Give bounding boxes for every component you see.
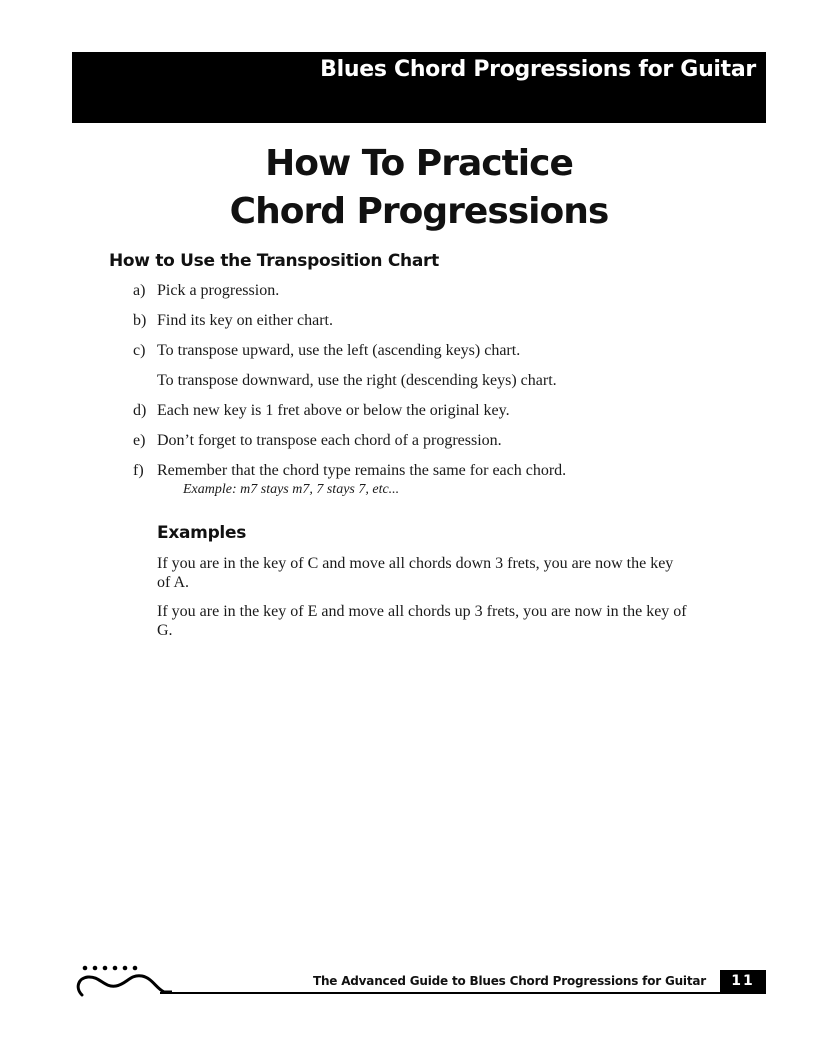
step-item <box>133 401 693 421</box>
step-letter: a) <box>133 282 146 299</box>
step-item <box>133 431 693 451</box>
examples-body <box>157 554 687 650</box>
step-letter: b) <box>133 312 147 329</box>
steps-list <box>133 281 693 509</box>
step-letter: f) <box>133 462 144 479</box>
step-continuation: To transpose downward, use the right (descending keys) chart. <box>157 372 557 389</box>
section-heading: How to Use the Transposition Chart <box>109 251 439 271</box>
header-title: Blues Chord Progressions for Guitar <box>320 57 756 82</box>
step-item <box>133 281 693 301</box>
step-text: Remember that the chord type remains the same for each chord. <box>157 462 567 479</box>
step-text: Find its key on either chart. <box>157 312 333 329</box>
page-title <box>72 140 766 236</box>
example-paragraph: If you are in the key of E and move all chords up 3 frets, you are now in the key of G. <box>157 603 687 639</box>
step-example: Example: m7 stays m7, 7 stays 7, etc... <box>183 482 400 497</box>
header-bar <box>72 52 766 123</box>
step-text: Pick a progression. <box>157 282 280 299</box>
step-text: Each new key is 1 fret above or below the original key. <box>157 402 510 419</box>
step-letter: c) <box>133 342 146 359</box>
examples-heading: Examples <box>157 523 247 543</box>
step-text: Don’t forget to transpose each chord of a progression. <box>157 432 502 449</box>
step-item <box>133 461 693 499</box>
footer-text: The Advanced Guide to Blues Chord Progressions for Guitar <box>312 974 706 988</box>
page-title-line-1: How To Practice <box>265 143 573 184</box>
page-number: 11 <box>720 970 766 992</box>
page-title-line-2: Chord Progressions <box>229 191 609 232</box>
step-text: To transpose upward, use the left (ascending keys) chart. <box>157 342 521 359</box>
guitar-headstock-icon <box>72 962 172 1002</box>
step-item <box>133 311 693 331</box>
step-letter: e) <box>133 432 146 449</box>
footer-rule <box>160 992 766 994</box>
step-letter: d) <box>133 402 147 419</box>
step-item <box>133 341 693 361</box>
example-paragraph: If you are in the key of C and move all chords down 3 frets, you are now the key of A. <box>157 555 674 591</box>
